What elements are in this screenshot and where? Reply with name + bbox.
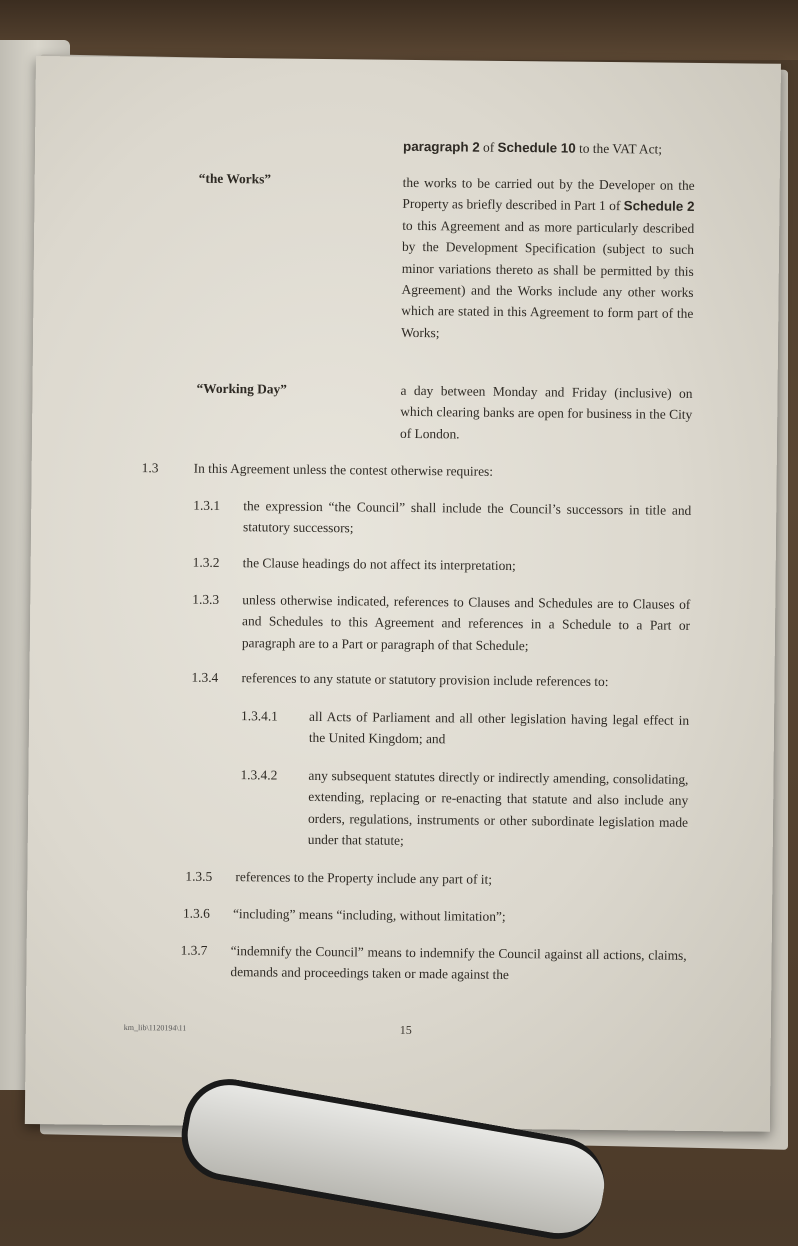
subitem-number: 1.3.4.2 <box>240 767 278 783</box>
item-text: the expression “the Council” shall include the Council’s successors in title and statutory successors; <box>242 498 692 536</box>
subitem-text: any subsequent statutes directly or indirectly amending, consolidating, extending, replacing or re-enacting that statute and also include any orders, regulations, instruments or other subordinate legislation made under that statute; <box>307 767 689 849</box>
subitem-number: 1.3.4.1 <box>241 708 279 724</box>
item-text: “indemnify the Council” means to indemnify the Council against all actions, claims, demands and proceedings taken or made against the <box>230 943 687 983</box>
definition-text-working-day: a day between Monday and Friday (inclusive) on which clearing banks are open for business in the City of London. <box>399 382 693 442</box>
item-number: 1.3.7 <box>180 942 208 958</box>
item-number: 1.3.2 <box>192 554 220 570</box>
clause-intro: In this Agreement unless the contest otherwise requires: <box>193 460 494 479</box>
item-number: 1.3.6 <box>182 905 210 921</box>
definition-term-working-day: “Working Day” <box>196 380 288 397</box>
item-number: 1.3.4 <box>191 669 219 685</box>
item-text: unless otherwise indicated, references to Clauses and Schedules are to Clauses of and Schedules to this Agreement and references in a Schedule to a Part or paragraph are to a Part or paragraph of that Schedule; <box>241 592 691 654</box>
schedule-reference-line: paragraph 2 of Schedule 10 to the VAT Act; <box>402 138 663 157</box>
clause-number: 1.3 <box>141 460 159 476</box>
item-number: 1.3.1 <box>193 497 221 513</box>
item-number: 1.3.3 <box>192 591 220 607</box>
document-reference: km_lib\1120194\11 <box>123 1022 187 1033</box>
subitem-text: all Acts of Parliament and all other legislation having legal effect in the United Kingdom; and <box>308 708 690 747</box>
document-page <box>25 56 781 1132</box>
definition-text-works: the works to be carried out by the Developer on the Property as briefly described in Part 1 of Schedule 2 to this Agreement and as more particularly described by the Development Specification (subject to such minor variations thereto as shall be permitted by this Agreement) and the Works include any other works which are stated in this Agreement to form part of the Works; <box>401 174 695 341</box>
desk-background <box>0 0 798 60</box>
item-number: 1.3.5 <box>185 868 213 884</box>
item-text: “including” means “including, without limitation”; <box>232 906 506 924</box>
item-text: references to the Property include any part of it; <box>235 869 493 887</box>
item-text: the Clause headings do not affect its interpretation; <box>242 555 516 574</box>
definition-term-works: “the Works” <box>198 170 272 187</box>
page-number: 15 <box>399 1022 412 1037</box>
item-text: references to any statute or statutory provision include references to: <box>241 670 609 690</box>
